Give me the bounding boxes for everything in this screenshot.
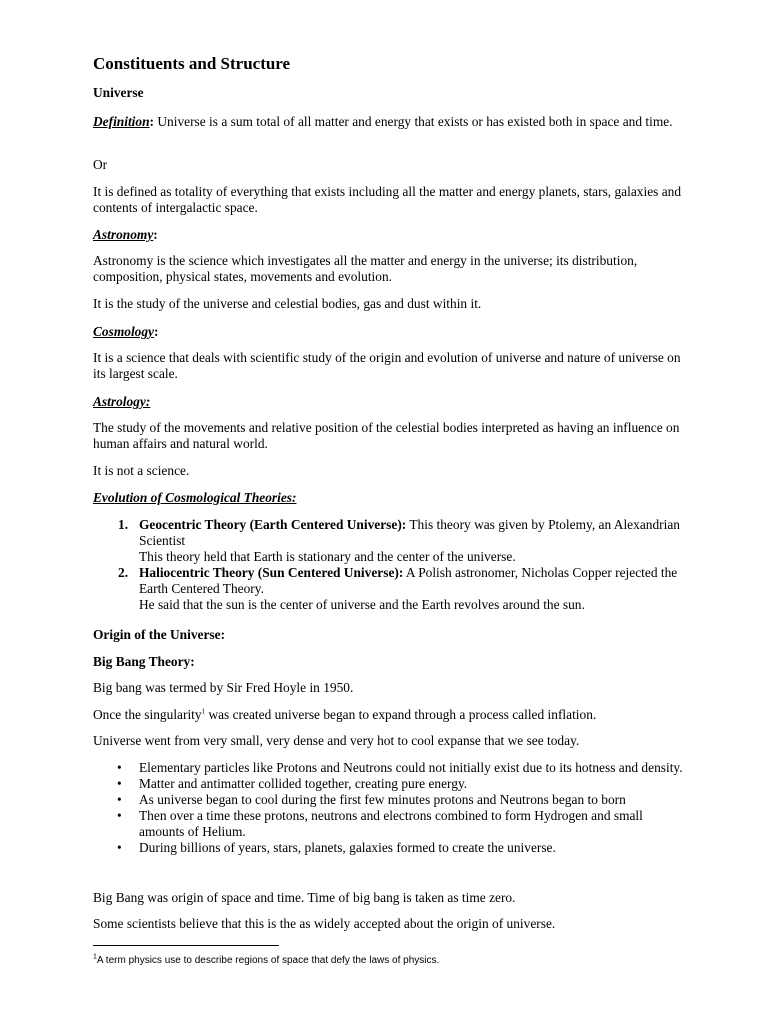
footnote-ref[interactable]: 1 — [201, 707, 206, 716]
astronomy-study-paragraph: It is the study of the universe and celestial bodies, gas and dust within it. — [93, 296, 482, 311]
astronomy-paragraph: Astronomy is the science which investigates all the matter and energy in the universe; its distribution, composition, physical states, movements and evolution. — [93, 253, 638, 284]
page-title: Constituents and Structure — [93, 54, 291, 73]
list-item — [93, 565, 683, 613]
singularity-paragraph — [93, 707, 683, 723]
theory-extra: This theory held that Earth is stationary and the center of the universe. — [139, 549, 516, 564]
theory-text: A Polish astronomer, Nicholas Copper rejected the Earth Centered Theory. — [139, 565, 678, 596]
theory-title: Geocentric Theory (Earth Centered Universe): — [139, 517, 407, 532]
scientists-paragraph: Some scientists believe that this is the as widely accepted about the origin of universe. — [93, 916, 556, 931]
origin-heading: Origin of the Universe: — [93, 627, 226, 642]
list-item — [93, 517, 683, 565]
cosmology-label: Cosmology — [93, 324, 155, 339]
big-bang-origin-paragraph: Big Bang was origin of space and time. Time of big bang is taken as time zero. — [93, 890, 516, 905]
bullet-text: During billions of years, stars, planets, galaxies formed to create the universe. — [139, 840, 556, 855]
astrology-paragraph: The study of the movements and relative position of the celestial bodies interpreted as having an influence on human affairs and natural world. — [93, 420, 680, 451]
singularity-before: Once the singularity — [93, 707, 202, 722]
cosmology-colon: : — [154, 324, 159, 339]
list-item — [93, 840, 683, 856]
astronomy-colon: : — [153, 227, 158, 242]
list-item — [93, 760, 683, 776]
definition-label: Definition — [93, 114, 150, 129]
evolution-heading — [93, 490, 683, 506]
astronomy-heading — [93, 227, 683, 243]
universe-heading: Universe — [93, 85, 144, 100]
big-bang-heading: Big Bang Theory: — [93, 654, 195, 669]
definition-colon: : — [149, 114, 155, 129]
bullet-icon: • — [117, 760, 122, 775]
bullet-text: Elementary particles like Protons and Neutrons could not initially exist due to its hotness and density. — [139, 760, 683, 775]
cosmology-heading — [93, 324, 683, 340]
evolution-label: Evolution of Cosmological Theories: — [93, 490, 297, 505]
astrology-label: Astrology: — [93, 394, 151, 409]
theories-list — [93, 517, 683, 613]
singularity-after: was created universe began to expand through a process called inflation. — [205, 707, 597, 722]
list-number: 2. — [118, 565, 129, 580]
bullet-text: Matter and antimatter collided together, creating pure energy. — [139, 776, 468, 791]
footnote-divider — [93, 945, 279, 946]
theory-extra: He said that the sun is the center of universe and the Earth revolves around the sun. — [139, 597, 585, 612]
cosmology-paragraph: It is a science that deals with scientific study of the origin and evolution of universe and nature of universe on its largest scale. — [93, 350, 681, 381]
bullet-text: As universe began to cool during the first few minutes protons and Neutrons began to born — [139, 792, 626, 807]
definition-text: Universe is a sum total of all matter and energy that exists or has existed both in space and time. — [154, 114, 673, 129]
totality-paragraph: It is defined as totality of everything that exists including all the matter and energy planets, stars, galaxies and contents of intergalactic space. — [93, 184, 682, 215]
list-number: 1. — [118, 517, 129, 532]
theory-title: Haliocentric Theory (Sun Centered Universe): — [139, 565, 404, 580]
footnote — [93, 954, 439, 967]
bullet-icon: • — [117, 808, 122, 823]
astronomy-label: Astronomy — [93, 227, 154, 242]
list-item — [93, 808, 683, 840]
definition-paragraph — [93, 114, 683, 130]
not-science-text: It is not a science. — [93, 463, 190, 478]
footnote-mark: 1 — [93, 953, 97, 961]
or-text: Or — [93, 157, 108, 172]
bullet-icon: • — [117, 792, 122, 807]
big-bang-bullets — [93, 760, 683, 856]
universe-went-paragraph: Universe went from very small, very dense and very hot to cool expanse that we see today. — [93, 733, 580, 748]
list-item — [93, 792, 683, 808]
bullet-icon: • — [117, 840, 122, 855]
bullet-text: Then over a time these protons, neutrons and electrons combined to form Hydrogen and small amounts of Helium. — [139, 808, 643, 839]
footnote-text: A term physics use to describe regions of space that defy the laws of physics. — [96, 955, 440, 966]
list-item — [93, 776, 683, 792]
bullet-icon: • — [117, 776, 122, 791]
big-bang-paragraph: Big bang was termed by Sir Fred Hoyle in 1950. — [93, 680, 354, 695]
astrology-heading — [93, 394, 683, 410]
theory-text: This theory was given by Ptolemy, an Alexandrian Scientist — [139, 517, 680, 548]
